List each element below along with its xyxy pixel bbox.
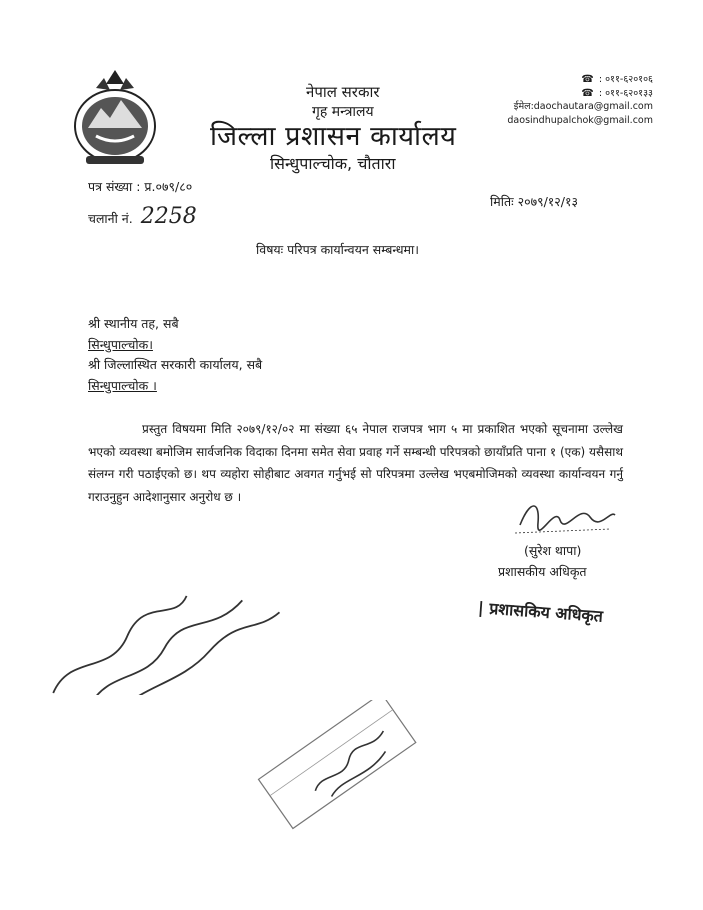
letter-body: प्रस्तुत विषयमा मिति २०७९/१२/०२ मा संख्या ६५ नेपाल राजपत्र भाग ५ मा प्रकाशित भएको सूचनामा उल्लेख भएको व्यवस्था बमोजिम सार्वजनिक विदाका दिनमा समेत सेवा प्रवाह गर्ने सम्बन्धी परिपत्रको छायाँप्रति पाना १ (एक) यसैसाथ संलग्न गरी पठाईएको छ। थप व्यहोरा सोहीबाट अवगत गर्नुभई सो परिपत्रमा उल्लेख भएबमोजिमको व्यवस्था कार्यान्वयन गर्नु गराउनुहुन आदेशानुसार अनुरोध छ । [88, 422, 623, 504]
dispatch-number: चलानी नं. 2258 [88, 204, 197, 229]
phone-1: ☎ : ०११-६२०१०६ [581, 74, 653, 85]
designation-stamp: | प्रशासकिय अधिकृत [477, 598, 604, 626]
letter-subject: विषयः परिपत्र कार्यान्वयन सम्बन्धमा। [256, 242, 420, 257]
received-stamp [245, 700, 435, 830]
phone-icon: ☎ [581, 74, 594, 85]
signatory-title: प्रशासकीय अधिकृत [498, 564, 587, 579]
reference-number: पत्र संख्या : प्र.०७९/८० [88, 179, 193, 194]
handwritten-note [30, 575, 310, 695]
office-name: जिल्ला प्रशासन कार्यालय [210, 121, 457, 152]
phone-icon: ☎ [581, 88, 594, 99]
email-2: daosindhupalchok@gmail.com [507, 115, 653, 126]
office-location: सिन्धुपाल्चोक, चौतारा [270, 154, 396, 173]
email-1: ईमेल:daochautara@gmail.com [513, 101, 653, 112]
signature-scrawl [510, 495, 620, 540]
signatory-name: (सुरेश थापा) [524, 543, 582, 558]
addressee-line: सिन्धुपाल्चोक। [88, 337, 153, 352]
nepal-emblem-icon [66, 66, 164, 168]
phone-2: ☎ : ०११-६२०१३३ [581, 88, 653, 99]
addressee-line: श्री जिल्लास्थित सरकारी कार्यालय, सबै [88, 357, 263, 372]
letter-date: मितिः २०७९/१२/१३ [490, 194, 579, 209]
government-name: नेपाल सरकार [306, 83, 380, 101]
addressee-line: श्री स्थानीय तह, सबै [88, 316, 179, 331]
addressee-line: सिन्धुपाल्चोक । [88, 378, 157, 393]
ministry-name: गृह मन्त्रालय [312, 104, 374, 120]
